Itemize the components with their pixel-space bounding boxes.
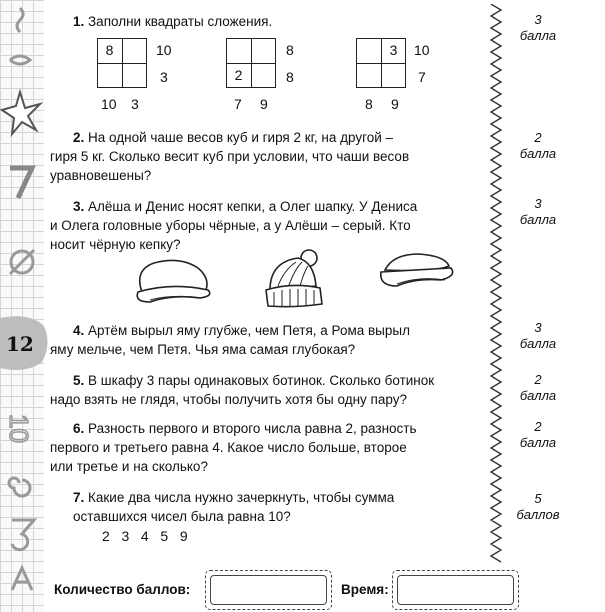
square-cell: 2	[234, 67, 243, 83]
task-number: 5.	[73, 373, 85, 388]
left-decoration	[0, 0, 50, 612]
task-4: 4. Артём вырыл яму глубже, чем Петя, а Рома вырыл яму мельче, чем Петя. Чья яма самая глубокая?	[50, 323, 410, 357]
square-3-right-bottom: 7	[418, 69, 426, 85]
square-3-bottom-right: 9	[391, 96, 399, 112]
task-3: 3. Алёша и Денис носят кепки, а Олег шапку. У Дениса и Олега головные уборы чёрные, а у Алёши – серый. Кто носит чёрную кепку?	[50, 199, 418, 252]
square-2-bottom-right: 9	[260, 96, 268, 112]
addition-square-3[interactable]	[356, 38, 406, 88]
points-task-4: 3 балла	[519, 320, 557, 351]
page-number: 12	[6, 332, 34, 356]
task-number: 4.	[73, 323, 85, 338]
task-5: 5. В шкафу 3 пары одинаковых ботинок. Сколько ботинок надо взять не глядя, чтобы получить хотя бы одну пару?	[50, 373, 435, 407]
task-2: 2. На одной чаше весов куб и гиря 2 кг, на другой – гиря 5 кг. Сколько весит куб при условии, что чаши весов уравновешены?	[50, 130, 410, 183]
time-box[interactable]	[392, 570, 519, 610]
task-6: 6. Разность первого и второго числа равна 2, разность первого и третьего равна 4. Какое число больше, второе или третье и на сколько?	[50, 421, 417, 474]
task-number: 2.	[73, 130, 85, 145]
square-2-right-top: 8	[286, 42, 294, 58]
task-number: 1.	[73, 14, 85, 29]
task-1	[73, 12, 493, 31]
addition-square-1[interactable]	[97, 38, 147, 88]
score-label: Количество баллов:	[54, 582, 191, 597]
task-number: 6.	[73, 421, 85, 436]
knit-hat-icon	[262, 246, 326, 312]
doodle-icon	[17, 8, 23, 32]
task-text: Заполни квадраты сложения.	[88, 14, 273, 29]
score-box[interactable]	[205, 570, 332, 610]
square-2-right-bottom: 8	[286, 69, 294, 85]
square-3-right-top: 10	[414, 42, 430, 58]
square-1-right-top: 10	[156, 42, 172, 58]
points-task-7: 5 баллов	[516, 491, 560, 522]
numbers-row: 2 3 4 5 9	[102, 528, 188, 544]
square-2-bottom-left: 7	[234, 96, 242, 112]
task-7: 7. Какие два числа нужно зачеркнуть, чтобы сумма оставшихся чисел была равна 10?	[73, 490, 395, 524]
points-task-6: 2 балла	[519, 419, 557, 450]
addition-square-2[interactable]	[226, 38, 276, 88]
star-icon	[2, 92, 40, 134]
zigzag-border	[489, 4, 503, 566]
points-task-3: 3 балла	[519, 196, 557, 227]
gray-cap-icon	[128, 254, 218, 306]
seven-doodle-icon	[10, 168, 32, 198]
points-task-2: 2 балла	[519, 130, 557, 161]
square-1-right-bottom: 3	[160, 69, 168, 85]
points-task-1: 3 балла	[519, 12, 557, 43]
black-cap-icon	[375, 248, 459, 294]
square-1-bottom-right: 3	[131, 96, 139, 112]
points-task-5: 2 балла	[519, 372, 557, 403]
square-1-bottom-left: 10	[101, 96, 117, 112]
spiral-icon	[9, 478, 30, 496]
task-number: 7.	[73, 490, 85, 505]
time-label: Время:	[341, 582, 389, 597]
square-cell: 8	[105, 42, 114, 58]
square-cell: 3	[389, 42, 398, 58]
square-3-bottom-left: 8	[365, 96, 373, 112]
svg-text:10: 10	[4, 414, 34, 443]
task-number: 3.	[73, 199, 85, 214]
